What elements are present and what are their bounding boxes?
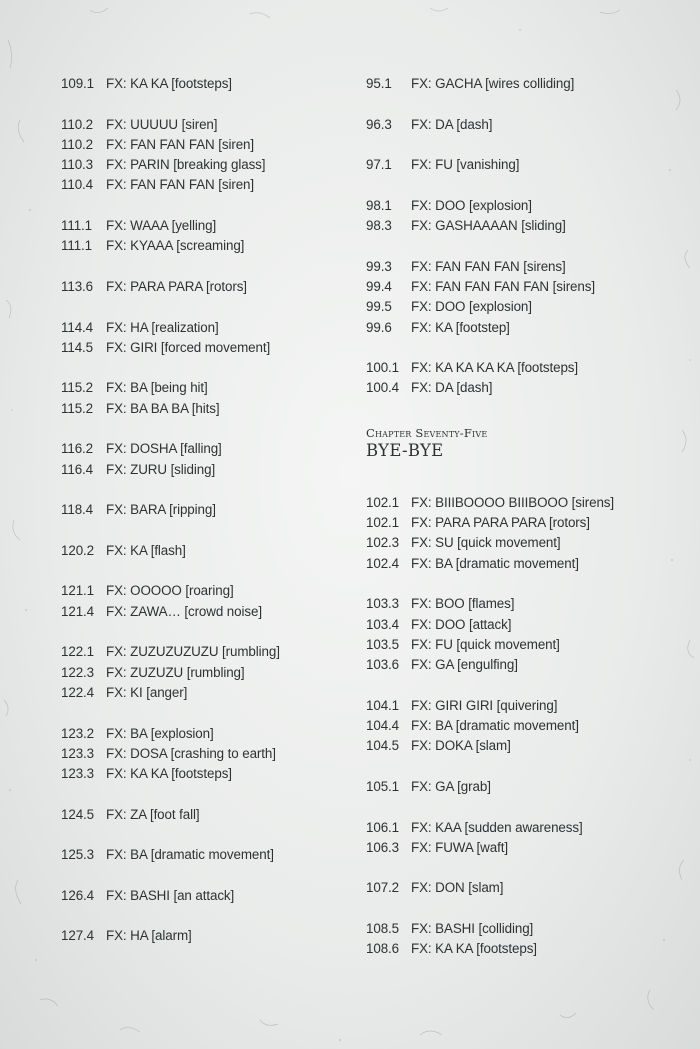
fx-entry [61,399,351,419]
fx-group [61,886,351,906]
fx-group [366,257,686,338]
fx-description: FX: PARIN [breaking glass] [106,157,266,173]
page-panel-number: 116.2 [61,441,94,457]
fx-description: FX: BASHI [colliding] [411,920,534,936]
page-panel-number: 110.3 [61,157,94,173]
fx-entry [61,135,351,155]
page-panel-number: 111.1 [61,238,93,254]
page-panel-number: 125.3 [61,847,95,863]
fx-entry [61,764,351,784]
page-panel-number: 110.2 [61,136,94,152]
fx-group [366,155,686,175]
fx-entry [366,297,686,317]
page-panel-number: 110.2 [61,116,94,132]
fx-description: FX: ZA [foot fall] [106,806,200,822]
right-column-bottom [366,493,686,960]
fx-description: FX: DA [dash] [411,116,493,132]
page-panel-number: 105.1 [366,778,400,794]
fx-group [61,500,351,520]
fx-description: FX: BARA [ripping] [106,502,216,518]
page-panel-number: 108.6 [366,941,400,957]
fx-entry [366,216,686,236]
fx-group [61,642,351,703]
fx-entry [61,663,351,683]
fx-entry [61,216,351,236]
page-panel-number: 109.1 [61,76,95,91]
page-panel-number: 108.5 [366,920,400,936]
page-panel-number: 122.3 [61,664,95,680]
page-panel-number: 123.3 [61,766,95,782]
fx-group [61,277,351,297]
fx-description: FX: ZAWA… [crowd noise] [106,603,262,619]
page-panel-number: 103.5 [366,636,400,652]
fx-description: FX: BA [dramatic movement] [411,718,579,734]
page-panel-number: 115.2 [61,380,94,396]
fx-description: FX: FU [vanishing] [411,157,520,173]
page-panel-number: 102.4 [366,555,400,571]
page-panel-number: 121.4 [61,603,95,619]
fx-description: FX: GIRI GIRI [quivering] [411,697,558,713]
fx-entry [366,513,686,533]
fx-group [61,724,351,785]
fx-description: FX: BA BA BA [hits] [106,400,220,416]
page-panel-number: 100.4 [366,380,400,396]
fx-entry [366,655,686,675]
fx-description: FX: GACHA [wires colliding] [411,76,575,91]
fx-description: FX: KAA [sudden awareness] [411,819,583,835]
page-panel-number: 123.2 [61,725,95,741]
fx-entry [366,257,686,277]
fx-description: FX: ZURU [sliding] [106,461,216,477]
fx-entry [366,878,686,898]
fx-description: FX: FAN FAN FAN [siren] [106,136,255,152]
fx-group [366,696,686,757]
fx-group [61,439,351,480]
fx-description: FX: FAN FAN FAN [siren] [106,177,255,193]
page-panel-number: 126.4 [61,887,95,903]
page-panel-number: 102.1 [366,494,400,510]
fx-group [61,216,351,257]
page-panel-number: 104.4 [366,718,400,734]
fx-entry [366,939,686,959]
fx-group [61,318,351,359]
fx-group [366,74,686,94]
fx-description: FX: KA [footstep] [411,319,510,335]
fx-group [61,378,351,419]
page-panel-number: 106.1 [366,819,400,835]
page-panel-number: 111.1 [61,218,93,234]
fx-group [366,919,686,960]
fx-entry [61,338,351,358]
fx-entry [61,805,351,825]
page-panel-number: 97.1 [366,157,392,173]
fx-entry [61,886,351,906]
page-panel-number: 122.1 [61,644,95,660]
page-panel-number: 99.6 [366,319,392,335]
fx-entry [61,175,351,195]
right-column [366,74,686,980]
fx-entry [61,115,351,135]
fx-group [61,845,351,865]
fx-description: FX: BIIIBOOOO BIIIBOOO [sirens] [411,494,615,510]
fx-entry [366,115,686,135]
page-panel-number: 123.3 [61,745,95,761]
fx-entry [366,358,686,378]
chapter-heading [366,425,686,461]
page-panel-number: 95.1 [366,76,392,91]
fx-group [366,358,686,399]
page-panel-number: 99.3 [366,258,392,274]
page-panel-number: 120.2 [61,542,95,558]
fx-description: FX: BA [explosion] [106,725,214,741]
fx-description: FX: UUUUU [siren] [106,116,218,132]
fx-entry [366,696,686,716]
fx-description: FX: KA KA KA KA [footsteps] [411,360,579,376]
page-panel-number: 118.4 [61,502,94,518]
page-panel-number: 127.4 [61,928,95,944]
fx-description: FX: FAN FAN FAN FAN [sirens] [411,278,595,294]
page-panel-number: 103.4 [366,616,400,632]
fx-description: FX: FU [quick movement] [411,636,560,652]
page-panel-number: 103.6 [366,657,400,673]
fx-description: FX: KI [anger] [106,684,188,700]
right-column-top [366,74,686,399]
fx-description: FX: DOO [explosion] [411,299,532,315]
fx-description: FX: BASHI [an attack] [106,887,235,903]
fx-entry [61,500,351,520]
fx-description: FX: DOKA [slam] [411,738,511,754]
fx-group [61,926,351,946]
fx-entry [366,493,686,513]
fx-description: FX: WAAA [yelling] [106,218,217,234]
fx-group [366,115,686,135]
fx-description: FX: FUWA [waft] [411,839,508,855]
page-panel-number: 99.5 [366,299,392,315]
fx-entry [61,642,351,662]
fx-entry [366,615,686,635]
page-panel-number: 99.4 [366,278,392,294]
fx-entry [61,378,351,398]
chapter-title: BYE-BYE [366,440,444,460]
page-panel-number: 106.3 [366,839,400,855]
fx-description: FX: ZUZUZU [rumbling] [106,664,245,680]
page-panel-number: 102.3 [366,535,400,551]
fx-group [366,594,686,675]
fx-entry [366,196,686,216]
fx-entry [366,533,686,553]
fx-description: FX: DOO [attack] [411,616,512,632]
fx-description: FX: KA KA [footsteps] [106,76,232,91]
fx-entry [366,74,686,94]
fx-description: FX: OOOOO [roaring] [106,583,234,599]
fx-group [366,196,686,237]
fx-description: FX: BA [dramatic movement] [411,555,579,571]
fx-group [366,818,686,859]
page-panel-number: 102.1 [366,515,400,531]
fx-group [61,805,351,825]
page-panel-number: 113.6 [61,278,94,294]
page-panel-number: 124.5 [61,806,95,822]
fx-description: FX: KA KA [footsteps] [106,766,232,782]
fx-entry [61,724,351,744]
page-panel-number: 98.1 [366,197,392,213]
fx-description: FX: BA [being hit] [106,380,208,396]
fx-description: FX: GA [engulfing] [411,657,518,673]
fx-entry [61,602,351,622]
fx-entry [366,736,686,756]
fx-description: FX: DOSA [crashing to earth] [106,745,276,761]
fx-group [366,493,686,574]
fx-entry [61,155,351,175]
fx-description: FX: KA KA [footsteps] [411,941,537,957]
fx-entry [61,236,351,256]
page-panel-number: 122.4 [61,684,95,700]
fx-description: FX: BA [dramatic movement] [106,847,274,863]
page-panel-number: 116.4 [61,461,94,477]
chapter-label: Chapter Seventy-Five [366,425,488,440]
page-panel-number: 114.5 [61,339,94,355]
page-panel-number: 98.3 [366,218,392,234]
fx-group [61,581,351,622]
fx-entry [61,926,351,946]
fx-description: FX: SU [quick movement] [411,535,561,551]
fx-group [61,74,351,94]
fx-entry [61,318,351,338]
fx-entry [61,277,351,297]
page-panel-number: 100.1 [366,360,400,376]
fx-description: FX: DOSHA [falling] [106,441,222,457]
fx-entry [61,541,351,561]
fx-entry [61,683,351,703]
page-panel-number: 107.2 [366,880,400,896]
fx-entry [61,744,351,764]
fx-entry [366,318,686,338]
fx-entry [366,777,686,797]
fx-description: FX: HA [alarm] [106,928,192,944]
page-panel-number: 104.5 [366,738,400,754]
fx-description: FX: FAN FAN FAN [sirens] [411,258,566,274]
fx-description: FX: ZUZUZUZUZU [rumbling] [106,644,280,660]
page-panel-number: 96.3 [366,116,392,132]
page-panel-number: 103.3 [366,596,400,612]
fx-description: FX: DON [slam] [411,880,504,896]
page-panel-number: 104.1 [366,697,400,713]
fx-description: FX: KA [flash] [106,542,186,558]
fx-group [366,878,686,898]
fx-entry [61,581,351,601]
fx-entry [61,74,351,94]
fx-entry [366,378,686,398]
fx-description: FX: PARA PARA [rotors] [106,278,247,294]
page-panel-number: 114.4 [61,319,94,335]
fx-entry [366,155,686,175]
page-panel-number: 121.1 [61,583,95,599]
fx-entry [366,554,686,574]
fx-entry [366,277,686,297]
fx-entry [366,635,686,655]
fx-description: FX: PARA PARA PARA [rotors] [411,515,590,531]
fx-entry [366,919,686,939]
fx-entry [366,594,686,614]
fx-group [61,541,351,561]
fx-group [366,777,686,797]
fx-description: FX: DA [dash] [411,380,493,396]
fx-description: FX: GA [grab] [411,778,491,794]
fx-description: FX: DOO [explosion] [411,197,532,213]
fx-description: FX: KYAAA [screaming] [106,238,245,254]
fx-entry [366,818,686,838]
page-panel-number: 115.2 [61,400,94,416]
fx-entry [366,838,686,858]
fx-description: FX: GIRI [forced movement] [106,339,271,355]
left-column [61,74,351,967]
fx-description: FX: HA [realization] [106,319,219,335]
fx-description: FX: GASHAAAAN [sliding] [411,218,566,234]
fx-entry [61,845,351,865]
fx-group [61,115,351,196]
page-panel-number: 110.4 [61,177,94,193]
fx-description: FX: BOO [flames] [411,596,515,612]
fx-entry [61,460,351,480]
fx-entry [61,439,351,459]
fx-entry [366,716,686,736]
